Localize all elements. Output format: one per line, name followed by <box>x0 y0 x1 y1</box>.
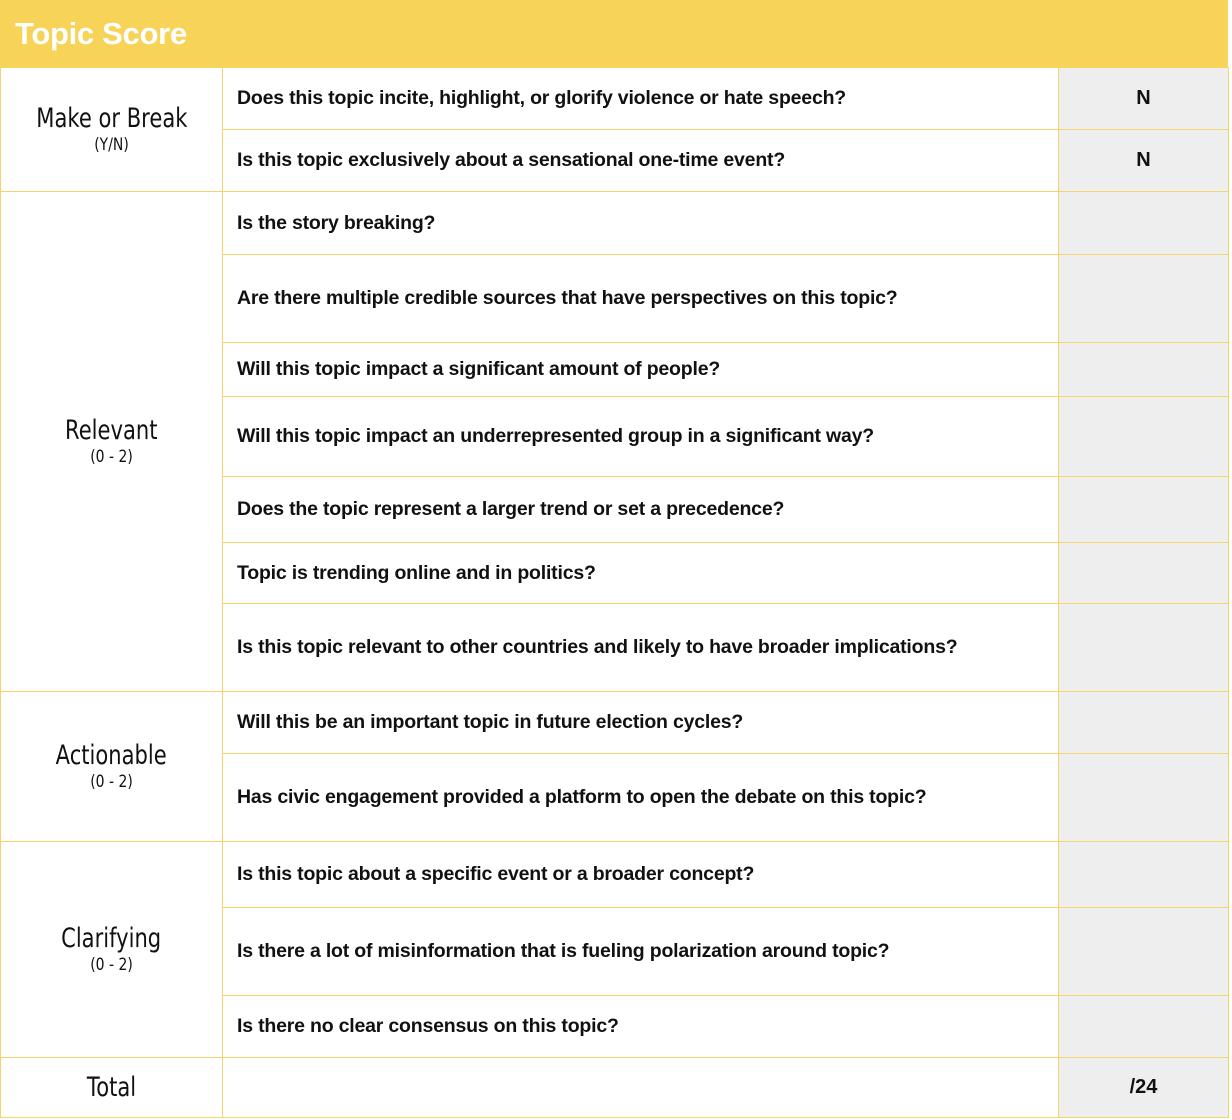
question-cell: Is there no clear consensus on this topic? <box>223 996 1059 1058</box>
score-table <box>0 67 1229 1118</box>
question-cell: Is this topic about a specific event or a broader concept? <box>223 842 1059 908</box>
answer-cell[interactable]: N <box>1059 68 1229 130</box>
question-cell: Topic is trending online and in politics? <box>223 543 1059 604</box>
question-cell: Will this be an important topic in future election cycles? <box>223 692 1059 754</box>
question-cell: Is this topic relevant to other countries and likely to have broader implications? <box>223 604 1059 692</box>
category-range: (0 - 2) <box>90 446 133 467</box>
answer-cell[interactable] <box>1059 543 1229 604</box>
total-row <box>1 1058 1229 1118</box>
answer-cell[interactable] <box>1059 397 1229 477</box>
category-make-or-break <box>1 68 223 192</box>
category-clarifying <box>1 842 223 1058</box>
category-range: (0 - 2) <box>90 771 133 792</box>
category-name: Clarifying <box>61 922 162 954</box>
question-cell: Are there multiple credible sources that have perspectives on this topic? <box>223 255 1059 343</box>
answer-cell[interactable] <box>1059 343 1229 397</box>
category-name: Make or Break <box>35 102 188 134</box>
total-value-cell <box>223 1058 1059 1118</box>
answer-cell[interactable] <box>1059 192 1229 255</box>
answer-cell[interactable]: N <box>1059 130 1229 192</box>
table-row <box>1 842 1229 908</box>
question-cell: Does the topic represent a larger trend or set a precedence? <box>223 477 1059 543</box>
question-cell: Does this topic incite, highlight, or glorify violence or hate speech? <box>223 68 1059 130</box>
question-cell: Is the story breaking? <box>223 192 1059 255</box>
category-actionable <box>1 692 223 842</box>
category-range: (0 - 2) <box>90 954 133 975</box>
answer-cell[interactable] <box>1059 996 1229 1058</box>
answer-cell[interactable] <box>1059 692 1229 754</box>
total-label: Total <box>86 1071 137 1103</box>
question-cell: Is this topic exclusively about a sensational one-time event? <box>223 130 1059 192</box>
answer-cell[interactable] <box>1059 604 1229 692</box>
question-cell: Will this topic impact a significant amount of people? <box>223 343 1059 397</box>
answer-cell[interactable] <box>1059 255 1229 343</box>
answer-cell[interactable] <box>1059 842 1229 908</box>
question-cell: Has civic engagement provided a platform to open the debate on this topic? <box>223 754 1059 842</box>
total-score: /24 <box>1059 1058 1229 1118</box>
question-cell: Is there a lot of misinformation that is fueling polarization around topic? <box>223 908 1059 996</box>
category-relevant <box>1 192 223 692</box>
category-range: (Y/N) <box>94 134 129 155</box>
category-name: Relevant <box>65 414 158 446</box>
answer-cell[interactable] <box>1059 477 1229 543</box>
total-label-cell <box>1 1058 223 1118</box>
table-row <box>1 692 1229 754</box>
title-bar <box>0 0 1228 67</box>
table-row <box>1 68 1229 130</box>
page-title: Topic Score <box>15 15 187 51</box>
table-row <box>1 192 1229 255</box>
question-cell: Will this topic impact an underrepresented group in a significant way? <box>223 397 1059 477</box>
answer-cell[interactable] <box>1059 908 1229 996</box>
answer-cell[interactable] <box>1059 754 1229 842</box>
category-name: Actionable <box>55 739 168 771</box>
